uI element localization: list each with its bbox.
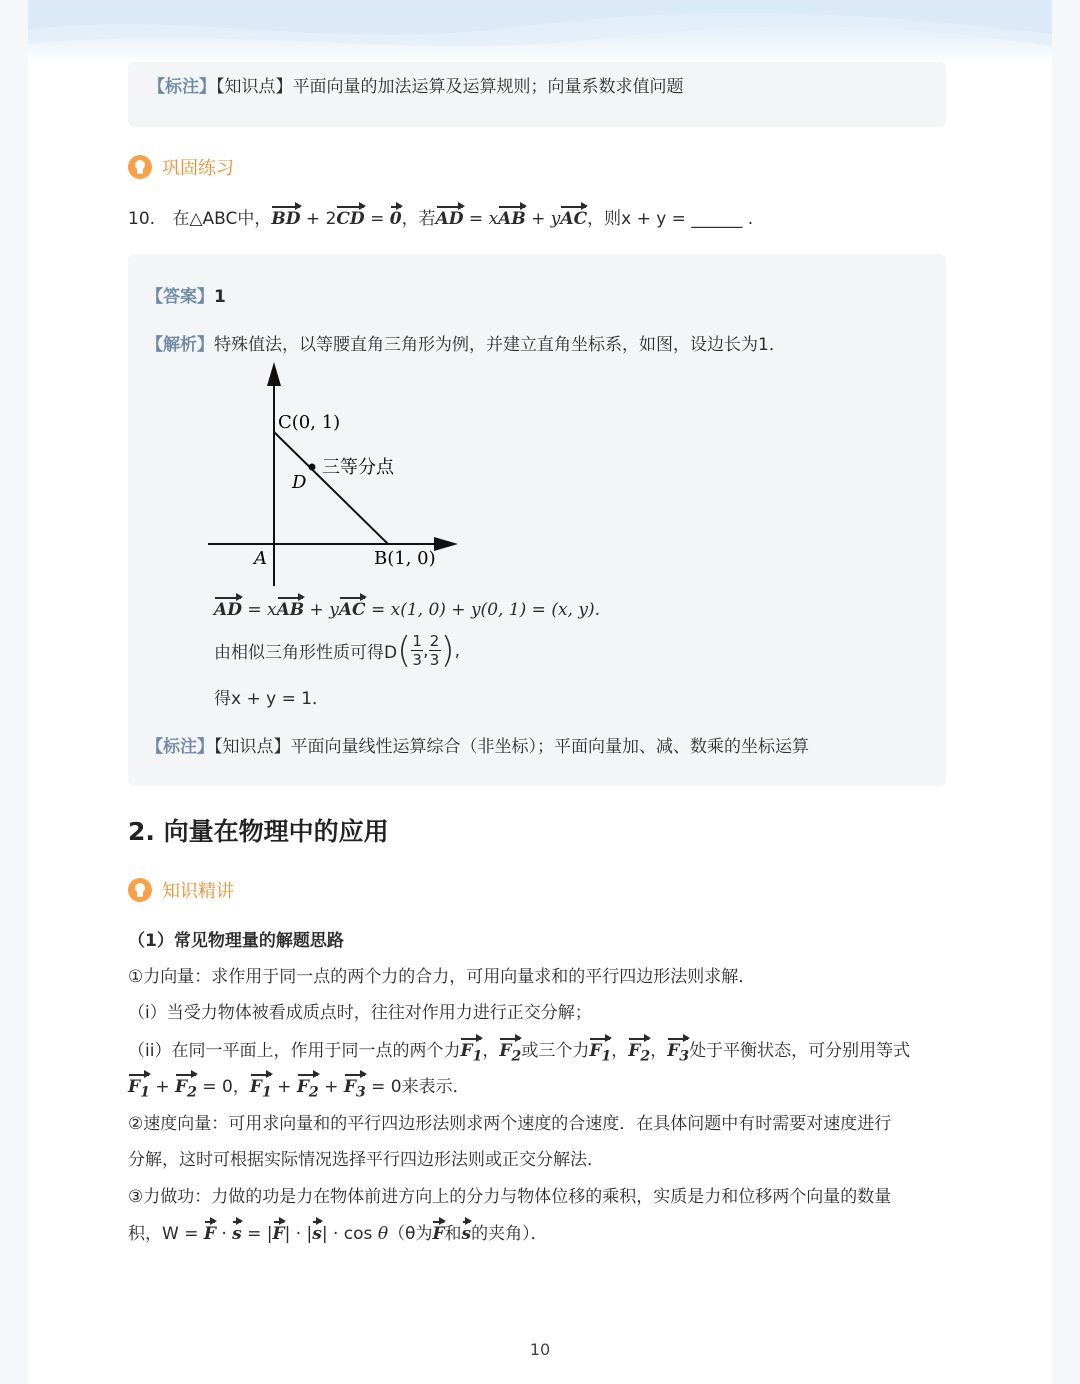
vec-BD: BD — [271, 209, 301, 229]
analysis-note — [146, 732, 809, 757]
vec-AB: AB — [498, 209, 526, 229]
knowledge-subtitle: （1）常见物理量的解题思路 — [128, 931, 344, 951]
vec-AD: AD — [435, 209, 464, 229]
knowledge-p6: 分解，这时可根据实际情况选择平行四边形法则或正交分解法． — [128, 1150, 604, 1170]
practice-header — [128, 154, 234, 180]
knowledge-header-label: 知识精讲 — [162, 881, 234, 902]
analysis-tag: 【解析】 — [146, 335, 214, 355]
q-text: ，则x + y = — [587, 209, 692, 229]
p8-b: （θ为 — [388, 1224, 433, 1244]
knowledge-p4: $F_1 + F_2 = 0$，$F_1 + F_2 + F_3 = 0$来表示． — [128, 1077, 470, 1101]
top-note-card — [128, 62, 946, 127]
analysis-line — [146, 330, 786, 355]
vec-zero: 0 — [389, 209, 402, 229]
note-text: 【知识点】平面向量线性运算综合（非坐标）；平面向量加、减、数乘的坐标运算 — [214, 737, 809, 757]
equation-2: 由相似三角形性质可得D ( 1 3 , 2 3 ) , — [214, 630, 460, 671]
label-trisection: 三等分点 — [322, 457, 394, 478]
practice-header-label: 巩固练习 — [162, 158, 234, 179]
label-D: D — [292, 472, 307, 493]
lightbulb-icon — [128, 878, 152, 902]
lightbulb-icon — [128, 155, 152, 179]
knowledge-p2: （i）当受力物体被看成质点时，往往对作用力进行正交分解； — [128, 1003, 592, 1023]
answer-line — [146, 282, 226, 307]
eq2-suffix: , — [454, 640, 460, 661]
knowledge-p1: ①力向量：求作用于同一点的两个力的合力，可用向量求和的平行四边形法则求解． — [128, 967, 756, 987]
question-number: 10. — [128, 209, 156, 229]
knowledge-p8: 积，W = F · s = |F| · |s| · cos θ（θ为F和s的夹角）． — [128, 1224, 548, 1244]
vec-AC: AC — [560, 209, 588, 229]
frac2-den: 3 — [429, 651, 440, 669]
knowledge-p7: ③力做功：力做的功是力在物体前进方向上的分力与物体位移的乘积，实质是力和位移两个向量的数量 — [128, 1187, 892, 1207]
answer-tag: 【答案】 — [146, 287, 214, 307]
question-10 — [128, 204, 753, 229]
q-text: 在△ABC中， — [172, 209, 272, 229]
knowledge-p5: ②速度向量：可用求向量和的平行四边形法则求两个速度的合速度．在具体问题中有时需要对速度进行 — [128, 1114, 892, 1134]
eq3-text: 得x + y = 1． — [214, 689, 330, 709]
header-decoration — [28, 0, 1052, 64]
p3-c: 处于平衡状态，可分别用等式 — [689, 1041, 911, 1061]
label-C: C(0, 1) — [278, 412, 341, 433]
label-A: A — [254, 548, 267, 569]
q-text: + 2 — [300, 209, 337, 229]
note-text: 【知识点】平面向量的加法运算及运算规则；向量系数求值问题 — [216, 77, 684, 97]
eq1-text: = x(1, 0) + y(0, 1) = (x, y). — [365, 600, 600, 620]
frac1-den: 3 — [412, 651, 422, 669]
p8-c: 和 — [444, 1224, 462, 1244]
analysis-text: 特殊值法，以等腰直角三角形为例，并建立直角坐标系，如图，设边长为1． — [214, 335, 786, 355]
page-number: 10 — [529, 1340, 551, 1359]
frac2-num: 2 — [429, 632, 440, 650]
knowledge-header — [128, 877, 234, 903]
answer-card — [128, 254, 946, 786]
answer-blank: ______ — [691, 209, 743, 229]
frac1-num: 1 — [412, 632, 422, 650]
p3-a: （ii）在同一平面上，作用于同一点的两个力 — [128, 1041, 461, 1061]
equation-1: AD = xAB + yAC = x(1, 0) + y(0, 1) = (x, y). — [214, 600, 600, 620]
p4-tail: 来表示． — [401, 1077, 470, 1097]
top-note — [148, 72, 684, 97]
equation-3 — [214, 684, 329, 709]
note-tag: 【标注】 — [146, 737, 214, 757]
knowledge-p3: （ii）在同一平面上，作用于同一点的两个力$F_1$，$F_2$或三个力$F_1$，$F_2$，$F_3$处于平衡状态，可分别用等式 — [128, 1041, 911, 1065]
q-text: . — [742, 209, 754, 229]
page — [28, 0, 1052, 1384]
p8-a: 积，W = — [128, 1224, 204, 1244]
section-title: 2. 向量在物理中的应用 — [128, 817, 389, 846]
q-text: ，若 — [401, 209, 436, 229]
note-tag: 【标注】 — [148, 77, 216, 97]
answer-value: 1 — [214, 287, 226, 307]
p3-b: 或三个力 — [521, 1041, 590, 1061]
coordinate-diagram — [208, 354, 468, 589]
vec-CD: CD — [336, 209, 365, 229]
label-B: B(1, 0) — [374, 548, 436, 569]
p8-d: 的夹角）． — [471, 1224, 548, 1244]
q-text: = x — [463, 209, 499, 229]
q-text: = — [364, 209, 390, 229]
q-text: + y — [525, 209, 561, 229]
eq2-prefix: 由相似三角形性质可得D — [214, 643, 398, 663]
